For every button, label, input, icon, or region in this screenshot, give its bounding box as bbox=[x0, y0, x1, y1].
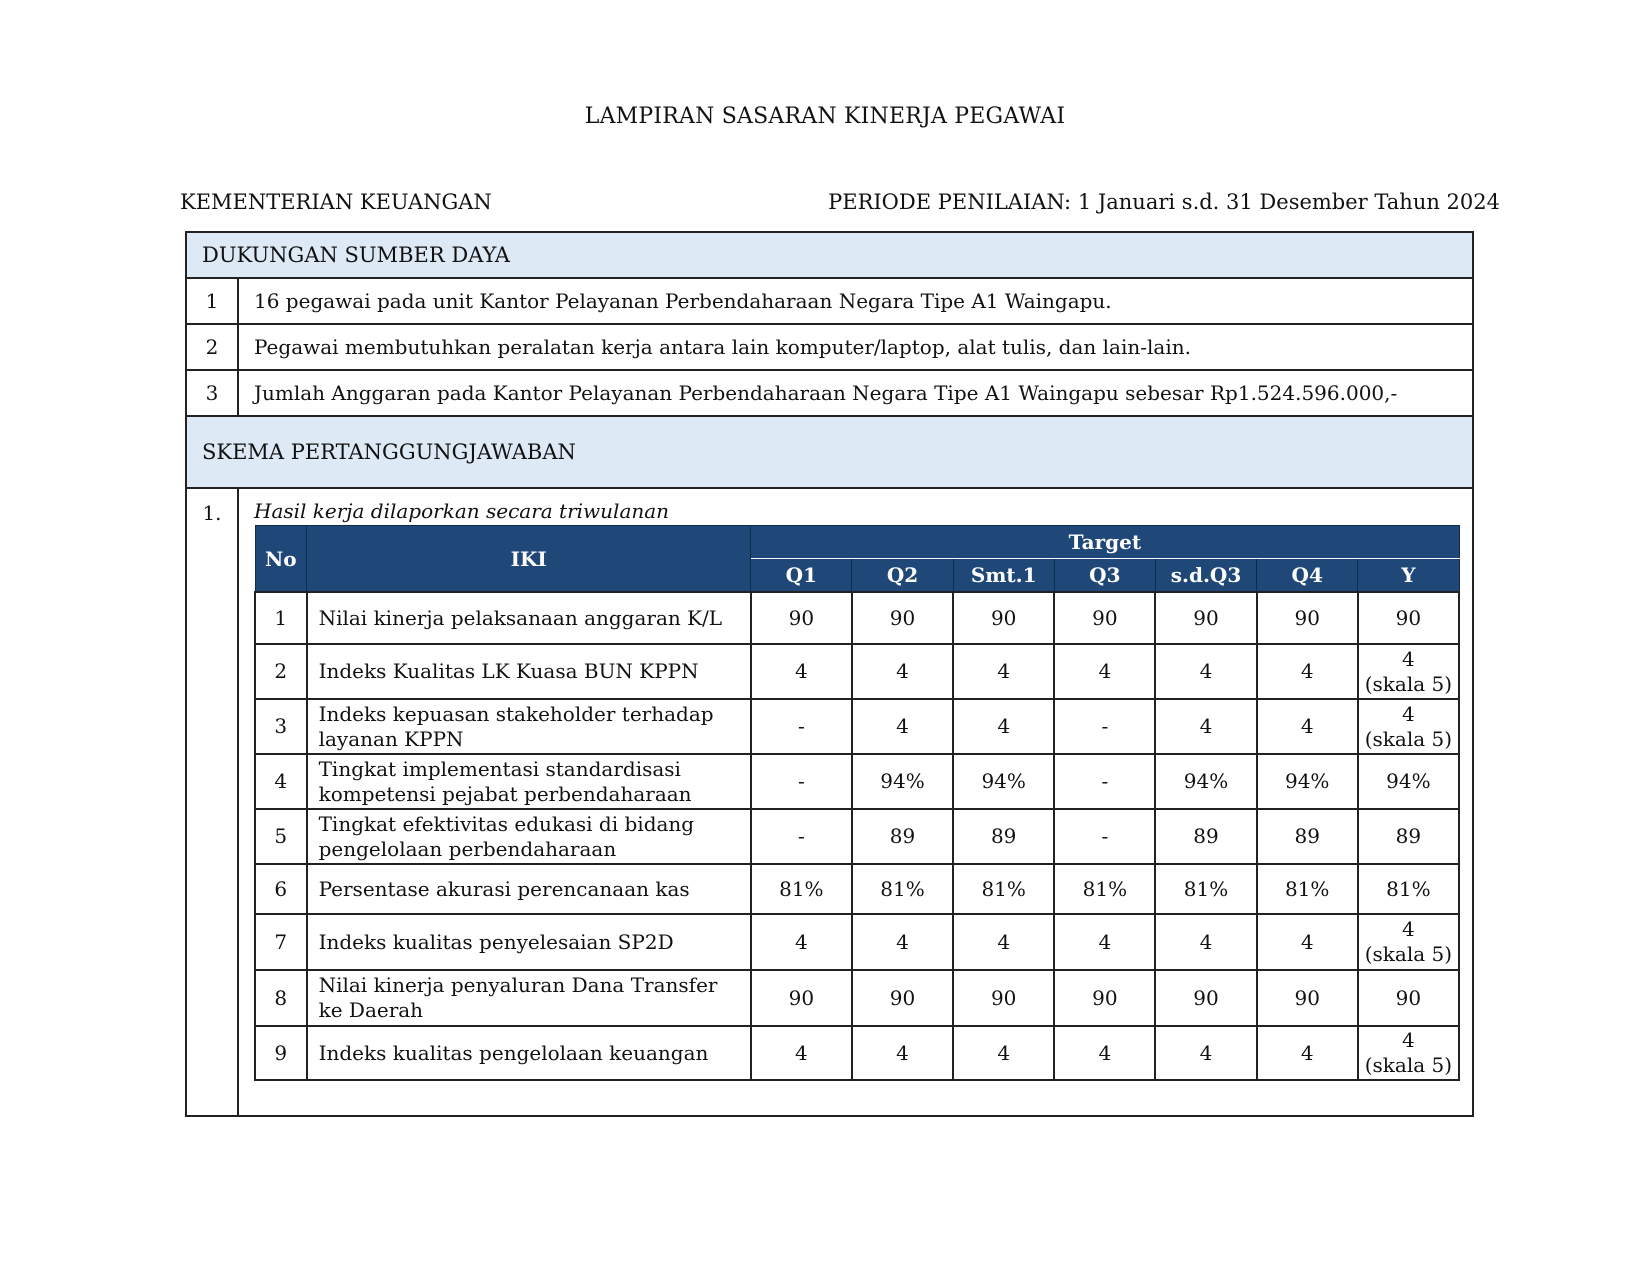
target-value: 90 bbox=[1054, 970, 1155, 1026]
iki-table-body bbox=[255, 592, 1459, 1080]
target-value: 90 bbox=[953, 592, 1054, 644]
target-value: 4 bbox=[1054, 644, 1155, 699]
dukungan-row bbox=[187, 279, 1472, 325]
reporting-caption: Hasil kerja dilaporkan secara triwulanan bbox=[254, 499, 670, 523]
organization-name: KEMENTERIAN KEUANGAN bbox=[180, 190, 492, 214]
target-value: 81% bbox=[1257, 864, 1358, 914]
target-value: 94% bbox=[1358, 754, 1459, 809]
target-value: 4 bbox=[953, 914, 1054, 970]
table-row bbox=[255, 699, 1459, 754]
target-value: 4 bbox=[751, 914, 852, 970]
target-value: 89 bbox=[1257, 809, 1358, 864]
skema-row-content bbox=[239, 489, 1472, 1115]
target-value: 4 bbox=[1155, 644, 1256, 699]
iki-indicator: Indeks Kualitas LK Kuasa BUN KPPN bbox=[307, 644, 751, 699]
target-value: - bbox=[751, 699, 852, 754]
row-number: 6 bbox=[255, 864, 307, 914]
target-value: 4 bbox=[1155, 1026, 1256, 1080]
table-row bbox=[255, 864, 1459, 914]
target-value bbox=[1358, 1026, 1459, 1080]
iki-indicator: Nilai kinerja pelaksanaan anggaran K/L bbox=[307, 592, 751, 644]
target-value: - bbox=[1054, 699, 1155, 754]
target-value: 90 bbox=[751, 592, 852, 644]
column-header-period: Smt.1 bbox=[953, 559, 1054, 593]
iki-indicator: Tingkat efektivitas edukasi di bidang pengelolaan perbendaharaan bbox=[307, 809, 751, 864]
iki-indicator: Persentase akurasi perencanaan kas bbox=[307, 864, 751, 914]
dukungan-row-text: Pegawai membutuhkan peralatan kerja antara lain komputer/laptop, alat tulis, dan lain-lain. bbox=[254, 335, 1191, 359]
row-number: 2 bbox=[255, 644, 307, 699]
target-value: 4 bbox=[1257, 644, 1358, 699]
target-value: 4 bbox=[1155, 699, 1256, 754]
row-number: 7 bbox=[255, 914, 307, 970]
table-row bbox=[255, 970, 1459, 1026]
page-title: LAMPIRAN SASARAN KINERJA PEGAWAI bbox=[584, 104, 1066, 129]
target-value: 89 bbox=[953, 809, 1054, 864]
target-value: 94% bbox=[953, 754, 1054, 809]
column-header-target: Target bbox=[751, 526, 1459, 559]
target-value: 81% bbox=[1054, 864, 1155, 914]
column-header-period: s.d.Q3 bbox=[1155, 559, 1256, 593]
table-row bbox=[255, 592, 1459, 644]
target-value: 4 bbox=[953, 1026, 1054, 1080]
target-value: - bbox=[751, 809, 852, 864]
section-heading-skema: SKEMA PERTANGGUNGJAWABAN bbox=[187, 417, 1472, 489]
iki-indicator: Tingkat implementasi standardisasi kompetensi pejabat perbendaharaan bbox=[307, 754, 751, 809]
target-value: 4 bbox=[953, 644, 1054, 699]
column-header-no: No bbox=[255, 526, 307, 593]
target-value: 81% bbox=[852, 864, 953, 914]
target-value: 90 bbox=[852, 592, 953, 644]
target-value bbox=[1358, 699, 1459, 754]
target-scale-note: (skala 5) bbox=[1364, 1053, 1453, 1077]
column-header-period: Q2 bbox=[852, 559, 953, 593]
iki-indicator: Indeks kepuasan stakeholder terhadap layanan KPPN bbox=[307, 699, 751, 754]
dukungan-row-text: 16 pegawai pada unit Kantor Pelayanan Perbendaharaan Negara Tipe A1 Waingapu. bbox=[254, 289, 1112, 313]
target-value-number: 4 bbox=[1402, 1028, 1415, 1052]
target-value: 4 bbox=[1155, 914, 1256, 970]
dukungan-row bbox=[187, 371, 1472, 417]
target-scale-note: (skala 5) bbox=[1364, 942, 1453, 966]
dukungan-row-number: 3 bbox=[187, 371, 239, 415]
row-number: 8 bbox=[255, 970, 307, 1026]
assessment-period: PERIODE PENILAIAN: 1 Januari s.d. 31 Desember Tahun 2024 bbox=[828, 190, 1500, 214]
row-number: 9 bbox=[255, 1026, 307, 1080]
table-row bbox=[255, 809, 1459, 864]
iki-target-table bbox=[254, 525, 1460, 1081]
dukungan-row-number: 2 bbox=[187, 325, 239, 369]
iki-indicator: Indeks kualitas penyelesaian SP2D bbox=[307, 914, 751, 970]
target-value: 4 bbox=[953, 699, 1054, 754]
target-value bbox=[1358, 644, 1459, 699]
target-value: 4 bbox=[852, 914, 953, 970]
column-header-period: Y bbox=[1358, 559, 1459, 593]
target-value: - bbox=[1054, 809, 1155, 864]
target-value: 89 bbox=[852, 809, 953, 864]
skp-attachment-frame bbox=[185, 231, 1474, 1117]
target-value: 94% bbox=[852, 754, 953, 809]
target-value: - bbox=[751, 754, 852, 809]
target-value: 90 bbox=[953, 970, 1054, 1026]
row-number: 1 bbox=[255, 592, 307, 644]
target-value-number: 4 bbox=[1402, 917, 1415, 941]
target-scale-note: (skala 5) bbox=[1364, 726, 1453, 751]
target-value: 81% bbox=[1358, 864, 1459, 914]
dukungan-row-text: Jumlah Anggaran pada Kantor Pelayanan Perbendaharaan Negara Tipe A1 Waingapu sebesar Rp1.524.596.000,- bbox=[254, 381, 1398, 405]
section-heading-dukungan: DUKUNGAN SUMBER DAYA bbox=[187, 233, 1472, 279]
target-scale-note: (skala 5) bbox=[1364, 671, 1453, 696]
target-value-number: 4 bbox=[1402, 646, 1415, 671]
target-value: 4 bbox=[1257, 699, 1358, 754]
target-value: 90 bbox=[1358, 970, 1459, 1026]
table-row bbox=[255, 914, 1459, 970]
row-number: 3 bbox=[255, 699, 307, 754]
table-row bbox=[255, 754, 1459, 809]
target-value: 4 bbox=[751, 1026, 852, 1080]
target-value: 90 bbox=[852, 970, 953, 1026]
iki-indicator: Indeks kualitas pengelolaan keuangan bbox=[307, 1026, 751, 1080]
target-value: 4 bbox=[1257, 914, 1358, 970]
target-value: 4 bbox=[1257, 1026, 1358, 1080]
dukungan-row-number: 1 bbox=[187, 279, 239, 323]
target-value: 4 bbox=[852, 1026, 953, 1080]
column-header-iki: IKI bbox=[307, 526, 751, 593]
row-number: 4 bbox=[255, 754, 307, 809]
target-value: 81% bbox=[953, 864, 1054, 914]
target-value: 90 bbox=[1155, 592, 1256, 644]
table-row bbox=[255, 1026, 1459, 1080]
target-value: 89 bbox=[1155, 809, 1256, 864]
dukungan-row bbox=[187, 325, 1472, 371]
skema-row-number: 1. bbox=[187, 489, 239, 1115]
iki-indicator: Nilai kinerja penyaluran Dana Transfer ke Daerah bbox=[307, 970, 751, 1026]
target-value: 89 bbox=[1358, 809, 1459, 864]
column-header-period: Q3 bbox=[1054, 559, 1155, 593]
target-value: 90 bbox=[1257, 592, 1358, 644]
target-value: 4 bbox=[751, 644, 852, 699]
row-number: 5 bbox=[255, 809, 307, 864]
target-value: 94% bbox=[1257, 754, 1358, 809]
target-value: 4 bbox=[1054, 914, 1155, 970]
target-value-number: 4 bbox=[1402, 701, 1415, 726]
column-header-period: Q1 bbox=[751, 559, 852, 593]
target-value: 4 bbox=[852, 644, 953, 699]
target-value: 4 bbox=[1054, 1026, 1155, 1080]
target-value: 90 bbox=[1358, 592, 1459, 644]
skema-row bbox=[187, 489, 1472, 1115]
target-value: 90 bbox=[751, 970, 852, 1026]
column-header-period: Q4 bbox=[1257, 559, 1358, 593]
table-row bbox=[255, 644, 1459, 699]
target-value: 90 bbox=[1257, 970, 1358, 1026]
target-value: 4 bbox=[852, 699, 953, 754]
target-value: 81% bbox=[751, 864, 852, 914]
target-value: - bbox=[1054, 754, 1155, 809]
target-value: 90 bbox=[1155, 970, 1256, 1026]
target-value: 94% bbox=[1155, 754, 1256, 809]
target-value: 81% bbox=[1155, 864, 1256, 914]
target-value bbox=[1358, 914, 1459, 970]
target-value: 90 bbox=[1054, 592, 1155, 644]
